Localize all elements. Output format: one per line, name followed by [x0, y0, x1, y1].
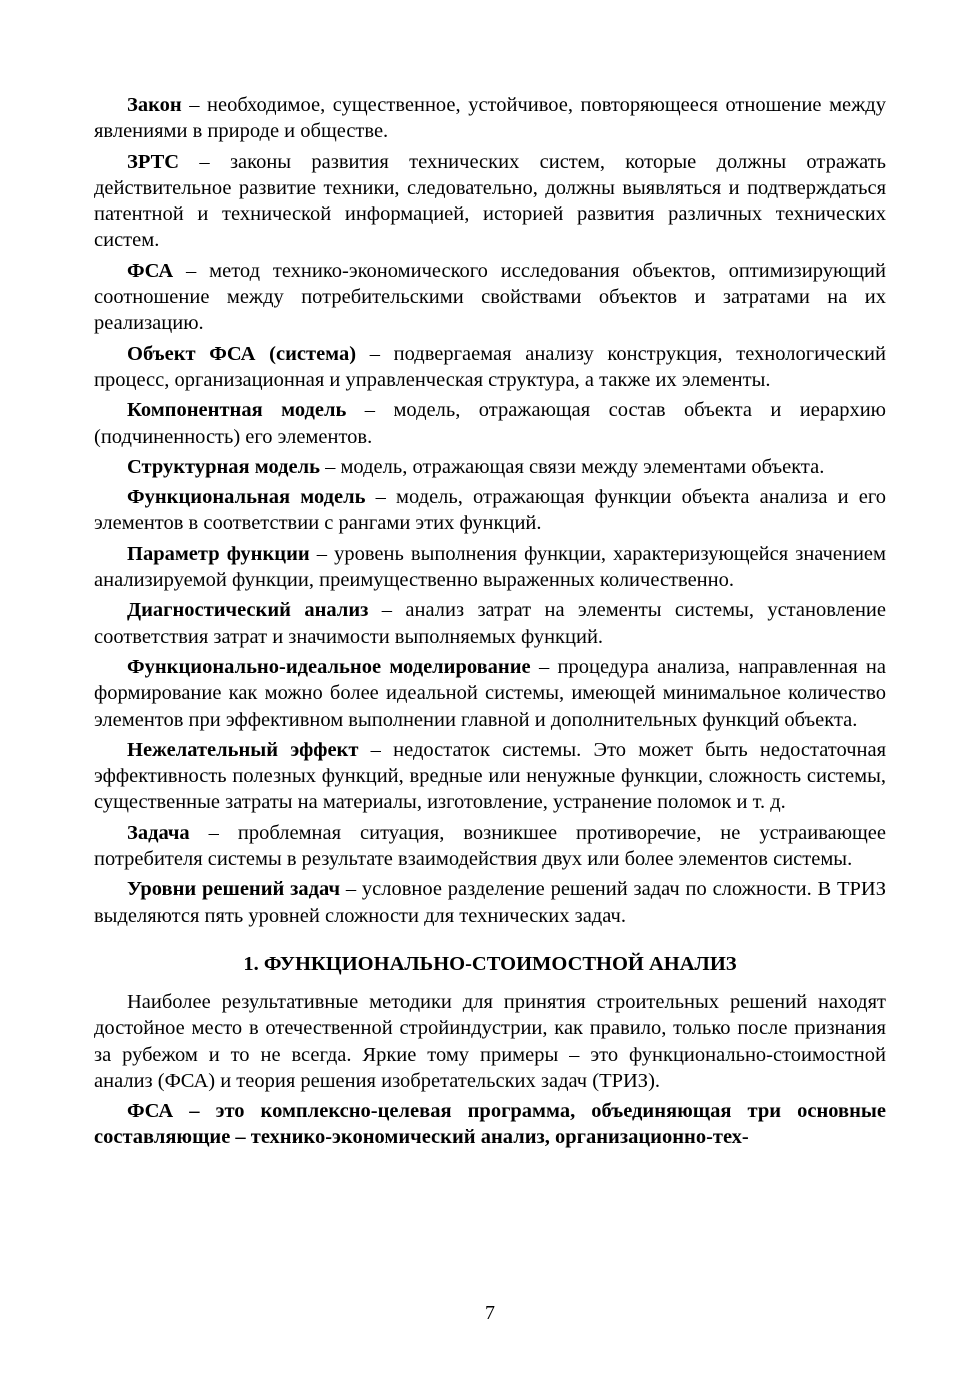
glossary-definition: – необходимое, существенное, устойчивое, повторяющееся отношение между явлениями в природе и обществе.	[94, 94, 886, 143]
glossary-definition: – модель, отражающая функции объекта анализа и его элементов в соответствии с рангами этих функций.	[94, 486, 886, 535]
glossary	[94, 92, 886, 929]
glossary-term: Задача	[127, 821, 190, 844]
glossary-definition: – модель, отражающая связи между элементами объекта.	[319, 455, 825, 478]
glossary-term: Объект ФСА (система)	[127, 342, 357, 365]
glossary-entry	[94, 737, 886, 816]
glossary-term: ЗРТС	[127, 150, 180, 173]
section-paragraph: Наиболее результативные методики для принятия строительных решений находят достойное место в отечественной стройиндустрии, как правило, только после признания за рубежом и то не всегда. Яркие тому примеры – это функционально-стоимостной анализ (ФСА) и теория решения изобретательских задач (ТРИЗ).	[94, 990, 886, 1092]
glossary-definition: – недостаток системы. Это может быть недостаточная эффективность полезных функций, вредные или ненужные функции, сложность системы, существенные затраты на материалы, изготовление, устранение поломок и т. д.	[94, 738, 887, 814]
glossary-entry	[94, 341, 886, 394]
glossary-definition: – процедура анализа, направленная на формирование как можно более идеальной системы, имеющей минимальное количество элементов при эффективном выполнении главной и дополнительных функций объекта.	[94, 655, 886, 731]
glossary-term: Компонентная модель	[127, 399, 347, 422]
glossary-term: Нежелательный эффект	[127, 738, 359, 761]
page-number: 7	[485, 1302, 495, 1324]
glossary-entry	[94, 454, 886, 480]
glossary-entry	[94, 258, 886, 337]
glossary-entry	[94, 484, 886, 537]
glossary-term: Функционально-идеальное моделирование	[127, 655, 531, 678]
glossary-term: Параметр функции	[127, 542, 310, 565]
glossary-entry	[94, 92, 886, 145]
glossary-entry	[94, 397, 886, 450]
glossary-definition: – проблемная ситуация, возникшее противоречие, не устраивающее потребителя системы в результате взаимодействия двух или более элементов системы.	[94, 821, 886, 871]
glossary-entry	[94, 541, 886, 594]
glossary-term: Диагностический анализ	[127, 599, 369, 622]
glossary-term: Функциональная модель	[127, 486, 366, 509]
glossary-definition: – подвергаемая анализу конструкция, технологический процесс, организационная и управленческая структура, а также их элементы.	[94, 342, 886, 391]
glossary-definition: – анализ затрат на элементы системы, установление соответствия затрат и значимости выполняемых функций.	[94, 599, 886, 648]
glossary-definition: – условное разделение решений задач по сложности. В ТРИЗ выделяются пять уровней сложности для технических задач.	[94, 878, 886, 927]
glossary-entry	[94, 876, 886, 929]
glossary-term: Структурная модель	[127, 455, 320, 478]
glossary-entry	[94, 820, 886, 873]
glossary-definition: – модель, отражающая состав объекта и иерархию (подчиненность) его элементов.	[94, 399, 886, 448]
glossary-entry	[94, 149, 886, 254]
glossary-definition: – метод технико-экономического исследования объектов, оптимизирующий соотношение между потребительскими свойствами объектов и затратами на их реализацию.	[94, 259, 886, 335]
glossary-definition: – законы развития технических систем, которые должны отражать действительное развитие техники, следовательно, должны выявляться и подтверждаться патентной и технической информацией, историей развития различных технических систем.	[94, 150, 886, 252]
glossary-term: ФСА	[127, 259, 174, 282]
glossary-definition: – уровень выполнения функции, характеризующейся значением анализируемой функции, преимущественно выраженных количественно.	[94, 542, 886, 592]
section-bold-paragraph: ФСА – это комплексно-целевая программа, объединяющая три основные составляющие – технико-экономический анализ, организационно-тех-	[94, 1100, 886, 1149]
section-heading: 1. ФУНКЦИОНАЛЬНО-СТОИМОСТНОЙ АНАЛИЗ	[243, 952, 737, 975]
glossary-entry	[94, 654, 886, 733]
glossary-term: Уровни решений задач	[127, 878, 341, 901]
glossary-term: Закон	[127, 94, 182, 116]
glossary-entry	[94, 597, 886, 650]
